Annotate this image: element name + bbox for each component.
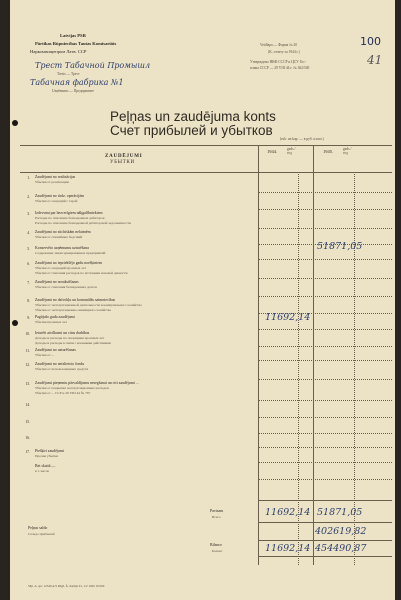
row-rule [258, 259, 392, 260]
row-label-ru: Убытки от использованных средств [35, 367, 89, 371]
row-label-lv: Konservēto uzņēmumu uzturēšana [35, 246, 89, 250]
row-number: 16. [25, 436, 30, 440]
total-rule [258, 522, 392, 523]
amount-row5-1945: 51871,05 [317, 241, 363, 252]
amount-total-1945: 51871,05 [317, 507, 363, 518]
row-label-lv: Piešķirt zaudējumi [35, 449, 65, 453]
amount-total-1944: 11692,14 [265, 507, 311, 518]
row-number: 12. [25, 363, 30, 367]
punch-hole [12, 320, 18, 326]
amount-balance-1945: 454490,87 [315, 543, 367, 554]
profit-label-lv: Peļņas saldo [28, 526, 48, 530]
row-label-lv: Zaudējumi no stichiskām nelaimēm [35, 230, 91, 234]
row-label-ru: в т. числе [35, 469, 50, 473]
balance-label-ru: Баланс [212, 549, 223, 553]
row-label-ru: Содержание законсервированных предприятий [35, 251, 106, 255]
row-rule [258, 479, 392, 480]
form-ref-line: плана СССР — 29 VIII 44 г. № 362/549 [250, 66, 310, 70]
amount-profit-1945: 402619,82 [315, 526, 367, 537]
row-rule [258, 192, 392, 193]
row-number: 6. [27, 262, 30, 266]
col1-label: gads / год [287, 147, 296, 155]
row-rule [258, 379, 392, 380]
row-label-ru-extra: Убытки от эксплуатационно-жилищного хозяйства [35, 308, 111, 312]
org-line: Pārtikas Rūpniecības Tautas Komisariāts [35, 41, 117, 46]
row-label-lv: Zaudējumi no realizācijas [35, 175, 76, 179]
title-ru: Счет прибылей и убытков [110, 123, 273, 138]
row-number: 8. [27, 299, 30, 303]
row-rule [258, 329, 392, 330]
row-label-ru-extra: Доходы и расходы в связи с военными действиями [35, 341, 111, 345]
table-head-lv: ZAUDĒJUMI [105, 154, 143, 159]
row-label-lv: Zaudējumi no tirdz. operācijām [35, 194, 85, 198]
col2-label: gads / год [343, 147, 352, 155]
row-label-ru: Убытки от списания безнадежных долгов [35, 285, 97, 289]
row-label-ru: Убытки от покрытия эксплуатационных расходов [35, 386, 109, 390]
org-line: Latvijas PSR [60, 33, 86, 38]
row-rule [258, 278, 392, 279]
table-head-ru: УБЫТКИ [110, 160, 135, 165]
row-label-ru: Убытки от операций с тарой [35, 199, 78, 203]
row-number: 11. [25, 349, 30, 353]
table-rule [20, 172, 392, 173]
row-number: 13. [25, 382, 30, 386]
row-rule [258, 447, 392, 448]
row-label-ru-extra: Убытки от ... ССР и 29 VIII 44 № 767 [35, 391, 91, 395]
row-label-ru: Доходы и расходы по операциям прошлых лет [35, 336, 105, 340]
total-rule [258, 500, 392, 501]
row-rule [258, 209, 392, 210]
form-ref-line: (K. отчету за 1944 г.) [268, 50, 300, 54]
row-number: 15. [25, 420, 30, 424]
row-label-ru: Прочие убытки [35, 454, 58, 458]
org-line: Наркомпищепром Латв. ССР [30, 49, 87, 54]
row-label-ru: Убытки от реализации [35, 180, 69, 184]
profit-label-ru: Сальдо прибылей [28, 532, 55, 536]
row-label-lv: Zaudējumi no norakstīšanas [35, 280, 79, 284]
row-rule [258, 462, 392, 463]
row-number: 1. [27, 176, 30, 180]
stamp-number: 100 [360, 35, 381, 48]
total-label-lv: Pavisam [210, 509, 224, 513]
column-divider [258, 145, 259, 565]
col2-year: 1945. [323, 149, 334, 154]
total-rule [258, 540, 392, 541]
row-number: 7. [27, 281, 30, 285]
row-number: 2. [27, 195, 30, 199]
row-label-ru-extra: Расходы по списанию безнадежной дебиторской задолженности [35, 221, 131, 225]
row-label-lv: Pagājušo gadu zaudējumi [35, 315, 75, 319]
units-note: (rub. un kap. — в руб. и коп.) [280, 137, 324, 141]
row-rule [258, 228, 392, 229]
row-number: 5. [27, 247, 30, 251]
handwritten-trust: Трест Табачной Промышл [35, 61, 151, 70]
row-label-lv: Zaudējumi no uzturēšanas [35, 348, 76, 352]
document-page [10, 0, 395, 600]
row-label-lv: Zaudējumi no iepriekšējo gadu norēķiniem [35, 261, 102, 265]
row-label-lv: Zaudējumi no neizlietoto fondu [35, 362, 85, 366]
form-ref-line: Veidlapa — Форма № 20 [260, 43, 298, 47]
row-label-ru-extra: Убытки от списания расходов по истечении исковой давности [35, 271, 128, 275]
row-number: 17. [25, 450, 30, 454]
row-label-lv: Zaudējumi pieņemtu pārvaldījumu nesegšanai un citi zaudējumi ... [35, 381, 139, 385]
enterprise-label: Uzņēmums — Предприятие [52, 89, 94, 93]
row-label-ru: Убытки от ... [35, 353, 55, 357]
form-ref-line: Утверждено НКФ СССР и ЦСУ Гос- [250, 60, 307, 64]
row-number: 14. [25, 403, 30, 407]
row-label-lv: Bet skaitā — [35, 464, 56, 468]
row-label-ru: Убытки от эксплуатационной деятельности и коммунального хозяйства [35, 303, 142, 307]
row-rule [258, 360, 392, 361]
row-label-ru: Убытки прошлых лет [35, 320, 67, 324]
balance-label-lv: Bilance [210, 543, 222, 547]
row-rule [258, 433, 392, 434]
row-label-ru: Убытки от операций прошлых лет [35, 266, 87, 270]
pencil-number: 41 [367, 53, 383, 67]
printer-footer: Sējt. A. spr. 12346 A/S Rīgā. Ā. Kalnļa 91, 1/2 1945 10 000 [28, 584, 105, 588]
row-rule [258, 417, 392, 418]
row-number: 3. [27, 212, 30, 216]
amount-balance-1944: 11692,14 [265, 543, 311, 554]
punch-hole [12, 120, 18, 126]
handwritten-enterprise: Табачная фабрика №1 [30, 78, 124, 87]
row-rule [258, 346, 392, 347]
row-number: 10. [25, 332, 30, 336]
row-number: 9. [27, 316, 30, 320]
title-lv: Peļņas un zaudējuma konts [110, 109, 276, 124]
row-rule [258, 296, 392, 297]
total-label-ru: Всего [212, 515, 221, 519]
row-rule [258, 400, 392, 401]
row-label-ru: Расходы по списанию безнадежных дебиторов [35, 216, 105, 220]
row-label-lv: Zaudējumi no dzīvokļu un komunālās saimniecības [35, 298, 116, 302]
col1-year: 1944. [267, 149, 278, 154]
amount-row9-1944: 11692,14 [265, 312, 311, 323]
row-label-lv: Izdevumi par bezcerīgiem nāķgalībniekiem [35, 211, 103, 215]
row-label-lv: Ieturēti atvilkumi un citas darbības [35, 331, 90, 335]
total-rule [258, 556, 392, 557]
trust-label: Trests — Трест [57, 72, 80, 76]
table-rule [20, 145, 392, 146]
column-divider [313, 145, 314, 565]
row-number: 4. [27, 231, 30, 235]
row-label-ru: Убытки от стихийных бедствий [35, 235, 83, 239]
